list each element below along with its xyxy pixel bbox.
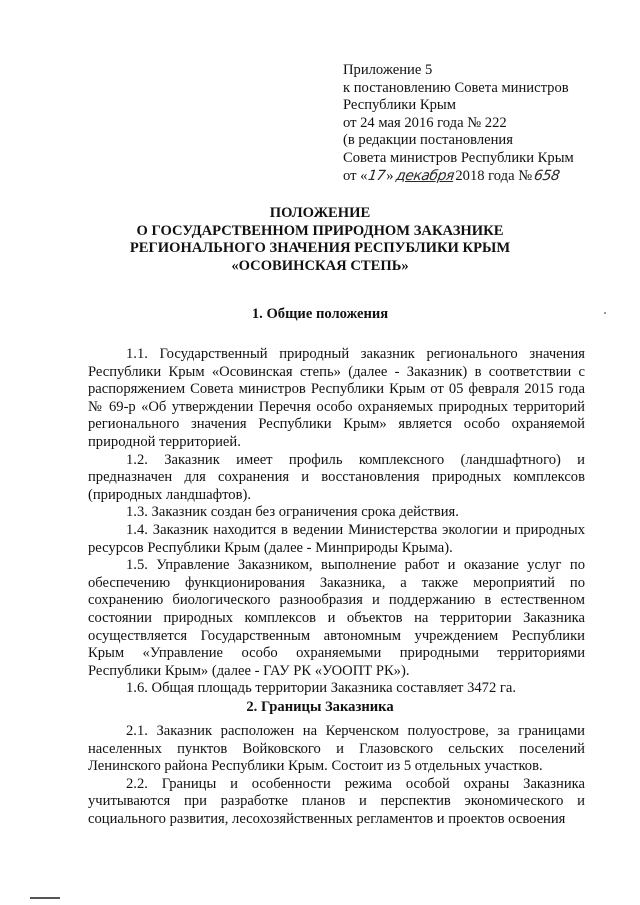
date-prefix: от « (343, 167, 368, 184)
section-heading: 1. Общие положения (251, 306, 389, 322)
section-body (88, 346, 585, 698)
title-line: О ГОСУДАРСТВЕННОМ ПРИРОДНОМ ЗАКАЗНИКЕ (136, 222, 504, 239)
paragraph: 1.3. Заказник создан без ограничения срока действия. (126, 504, 459, 521)
handwritten-month: декабря (394, 167, 455, 184)
section-heading: 2. Границы Заказника (246, 699, 394, 715)
paragraph: 1.5. Управление Заказником, выполнение работ и оказание услуг по обеспечению функционирования Заказника, а также мероприятий по сохранению биологического разнообразия и поддержанию в естественном состоянии природных комплексов и объектов на территории Заказника осуществляется Государственным автономным учреждением Республики Крым «Управление особо охраняемыми природными территориями Республики Крым» (далее - ГАУ РК «УООПТ РК»). (88, 557, 585, 679)
scan-artifact (604, 312, 606, 314)
paragraph: 2.1. Заказник расположен на Керченском полуострове, за границами населенных пунктов Войковского и Глазовского сельских поселений Ленинского района Республики Крым. Состоит из 5 отдельных участков. (88, 723, 585, 775)
scan-artifact (30, 897, 60, 899)
paragraph: 1.1. Государственный природный заказник регионального значения Республики Крым «Осовинская степь» (далее - Заказник) в соответствии с распоряжением Совета министров Республики Крым от 05 февраля 2015 года № 69-р «Об утверждении Перечня особо охраняемых природных территорий регионального значения Республики Крым» является особо охраняемой природной территорией. (88, 346, 585, 450)
handwritten-day: 17 (367, 167, 387, 184)
header-line: (в редакции постановления (343, 132, 513, 149)
header-line: Совета министров Республики Крым (343, 149, 574, 166)
header-line: к постановлению Совета министров (343, 79, 569, 96)
document-title (0, 205, 640, 275)
section-body (88, 723, 585, 829)
date-mid: » (386, 167, 394, 184)
title-line: ПОЛОЖЕНИЕ (269, 205, 371, 221)
title-line: РЕГИОНАЛЬНОГО ЗНАЧЕНИЯ РЕСПУБЛИКИ КРЫМ (129, 240, 511, 257)
paragraph: 1.6. Общая площадь территории Заказника составляет 3472 га. (126, 680, 517, 697)
date-year: 2018 года № (455, 167, 533, 184)
header-line: Приложение 5 (343, 62, 433, 78)
appendix-header (343, 62, 613, 185)
header-line: от 24 мая 2016 года № 222 (343, 114, 507, 131)
paragraph: 2.2. Границы и особенности режима особой охраны Заказника учитываются при разработке планов и перспектив экономического и социального развития, лесохозяйственных регламентов и проектов освоения (88, 775, 585, 827)
title-line: «ОСОВИНСКАЯ СТЕПЬ» (231, 257, 409, 274)
header-line: Республики Крым (343, 97, 456, 114)
handwritten-number: 658 (533, 167, 561, 184)
header-date-line (343, 168, 613, 186)
paragraph: 1.2. Заказник имеет профиль комплексного (ландшафтного) и предназначен для сохранения и восстановления природных комплексов (природных ландшафтов). (88, 451, 585, 503)
paragraph: 1.4. Заказник находится в ведении Министерства экологии и природных ресурсов Республики Крым (далее - Минприроды Крыма). (88, 521, 585, 556)
